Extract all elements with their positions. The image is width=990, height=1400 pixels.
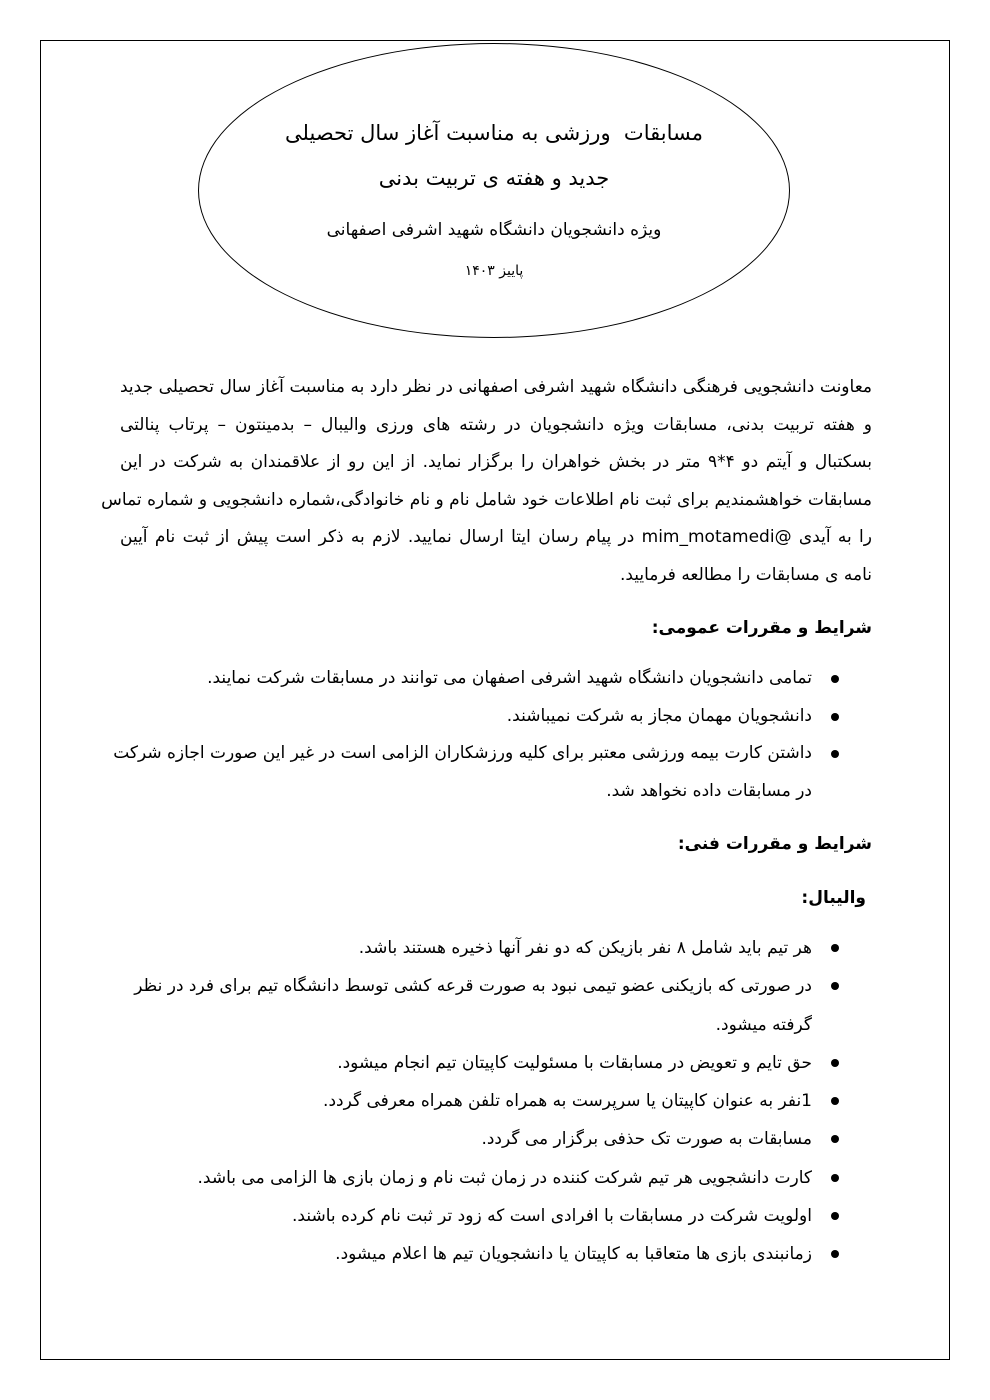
list-item	[134, 967, 812, 1044]
title-line-1: مسابقات ورزشی به مناسبت آغاز سال تحصیلی	[285, 121, 703, 145]
technical-rules-heading: شرایط و مقررات فنی:	[677, 834, 872, 854]
bullet-icon	[831, 1174, 839, 1182]
bullet-icon	[831, 1097, 839, 1105]
bullet-icon	[831, 944, 839, 952]
list-item-text: دانشجویان مهمان مجاز به شرکت نمیباشند.	[506, 705, 812, 726]
list-item-text: تمامی دانشجویان دانشگاه شهید اشرفی اصفهان می توانند در مسابقات شرکت نمایند.	[207, 668, 812, 688]
list-item-text: زمانبندی بازی ها متعاقبا به کاپیتان یا دانشجویان تیم ها اعلام میشود.	[335, 1244, 812, 1264]
list-item	[113, 735, 812, 810]
list-item	[143, 1120, 812, 1158]
list-item-text: هر تیم باید شامل ۸ نفر بازیکن که دو نفر آنها ذخیره هستند باشد.	[358, 938, 812, 958]
intro-line: را به آیدی @mim_motamedi در پیام رسان ایتا ارسال نمایید. لازم به ذکر است پیش از ثبت نام آیین	[120, 527, 872, 547]
intro-line: مسابقات خواهشمندیم برای ثبت نام اطلاعات خود شامل نام و نام خانوادگی،شماره دانشجویی و شماره تماس	[101, 489, 872, 510]
bullet-icon	[831, 675, 839, 683]
list-item	[143, 1159, 812, 1197]
title-line-2: جدید و هفته ی تربیت بدنی	[378, 166, 610, 190]
bullet-icon	[831, 1059, 839, 1067]
volleyball-rules-list	[134, 929, 812, 1273]
list-item	[143, 1235, 812, 1273]
intro-line: نامه ی مسابقات را مطالعه فرمایید.	[619, 564, 872, 585]
list-item	[143, 1044, 812, 1082]
list-item-text: اولویت شرکت در مسابقات با افرادی است که زود تر ثبت نام کرده باشند.	[292, 1205, 812, 1226]
list-item-text: مسابقات به صورت تک حذفی برگزار می گردد.	[481, 1129, 812, 1150]
list-item	[120, 660, 812, 698]
list-item-text: حق تایم و تعویض در مسابقات با مسئولیت کاپیتان تیم انجام میشود.	[337, 1052, 812, 1073]
general-rules-list	[113, 660, 812, 811]
list-item	[143, 929, 812, 967]
list-item-text: داشتن کارت بیمه ورزشی معتبر برای کلیه ورزشکاران الزامی است در غیر این صورت اجازه شرکت	[113, 743, 812, 764]
list-item-text: در صورتی که بازیکنی عضو تیمی نبود به صورت قرعه کشی توسط دانشگاه تیم برای فرد در نظر	[134, 976, 812, 997]
list-item	[143, 1197, 812, 1235]
title-date: پاییز ۱۴۰۳	[464, 263, 524, 279]
intro-line: بسکتبال و آیتم دو ۴*۹ متر در بخش خواهران را برگزار نماید. از این رو از علاقمندان به شرکت در این	[120, 452, 872, 472]
bullet-icon	[831, 713, 839, 721]
title-audience: ویژه دانشجویان دانشگاه شهید اشرفی اصفهانی	[326, 220, 662, 240]
volleyball-heading: والیبال:	[801, 888, 866, 908]
bullet-icon	[831, 1212, 839, 1220]
list-item-text: در مسابقات داده نخواهد شد.	[606, 781, 812, 802]
intro-line: معاونت دانشجویی فرهنگی دانشگاه شهید اشرفی اصفهانی در نظر دارد به مناسبت آغاز سال تحصیلی جدید	[120, 377, 872, 397]
intro-paragraph	[101, 369, 872, 594]
general-rules-heading: شرایط و مقررات عمومی:	[651, 618, 872, 638]
list-item	[143, 1082, 812, 1120]
list-item-text: 1نفر به عنوان کاپیتان یا سرپرست به همراه تلفن همراه معرفی گردد.	[323, 1091, 812, 1111]
list-item-text: کارت دانشجویی هر تیم شرکت کننده در زمان ثبت نام و زمان بازی ها الزامی می باشد.	[197, 1167, 812, 1188]
list-item-text: گرفته میشود.	[715, 1014, 812, 1035]
list-item	[120, 698, 812, 736]
bullet-icon	[831, 1250, 839, 1258]
intro-line: و هفته تربیت بدنی، مسابقات ویژه دانشجویان در رشته های ورزی والیبال – بدمینتون – پرتاب پنالتی	[120, 414, 872, 435]
